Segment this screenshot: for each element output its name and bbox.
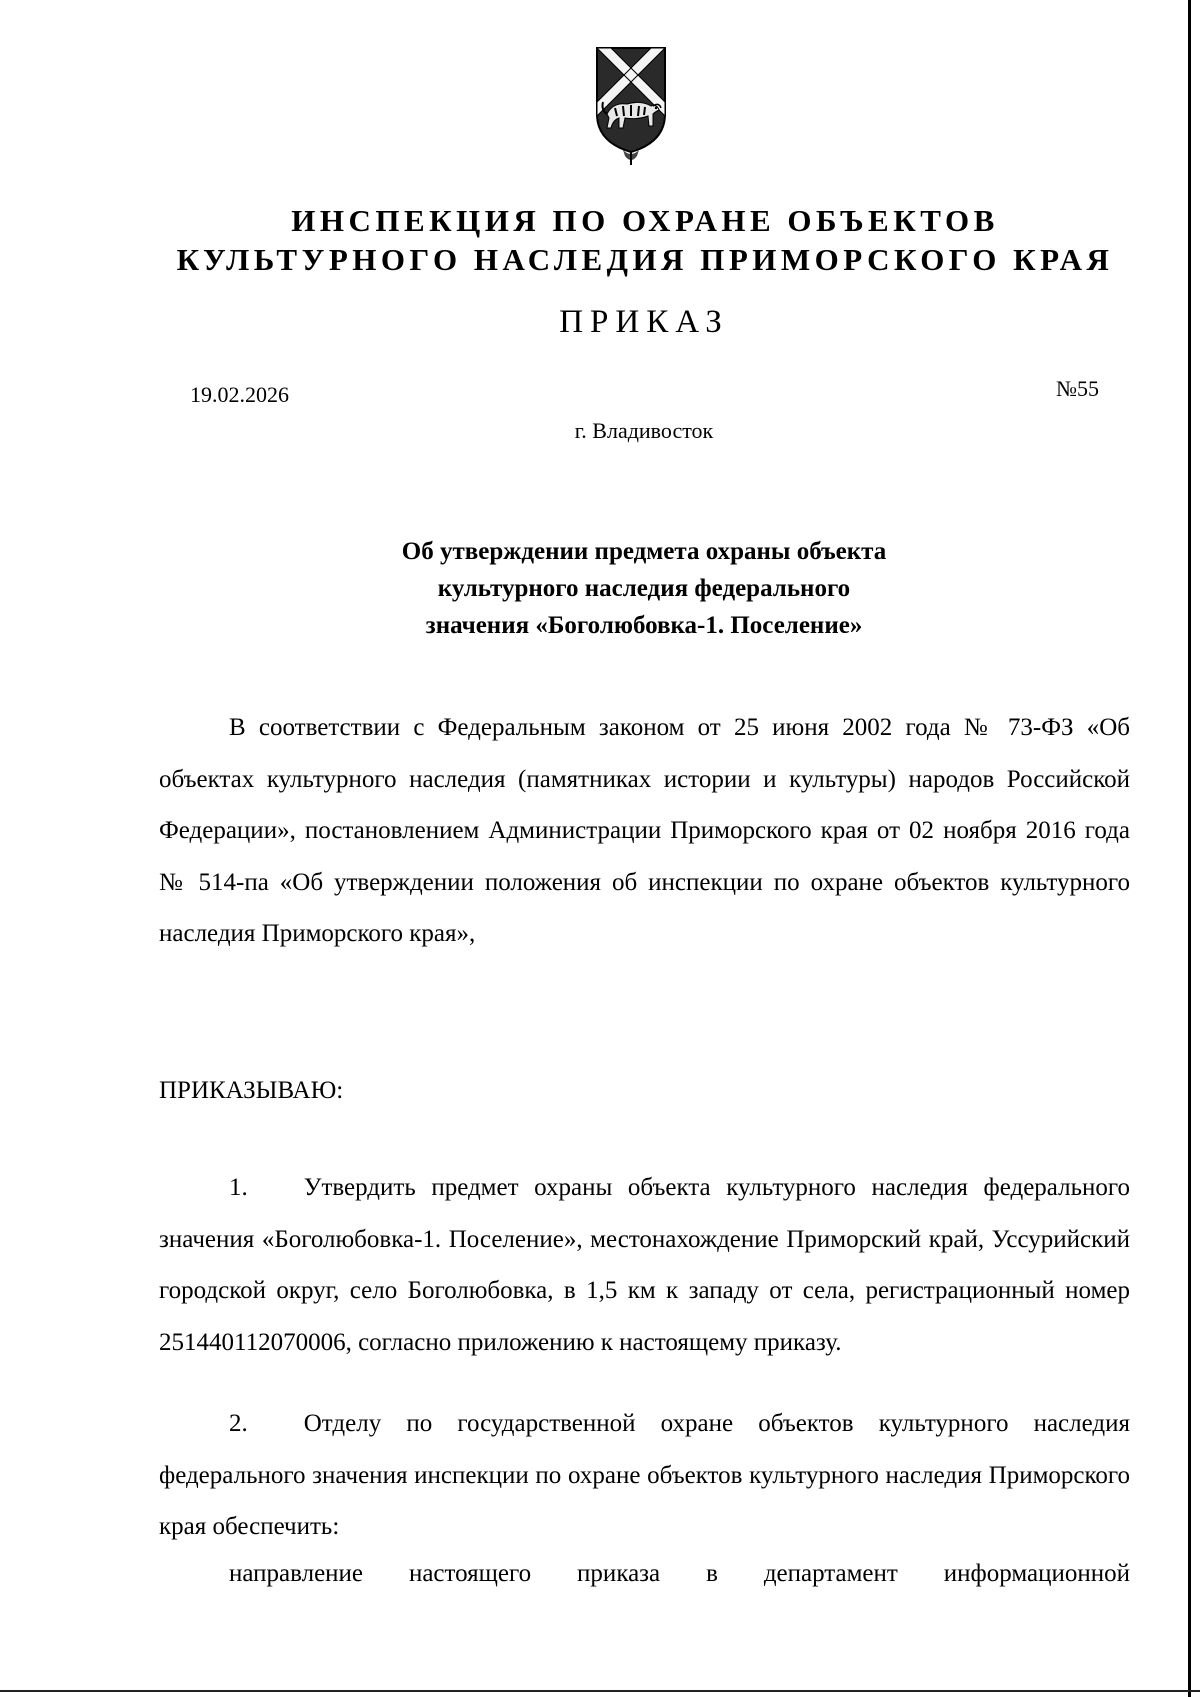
order-sub-item: направление настоящего приказа в департамент информационной <box>229 1560 1130 1587</box>
order-item-number: 2. <box>229 1410 248 1437</box>
scan-edge-right <box>1188 0 1191 1697</box>
document-subject <box>300 533 988 644</box>
document-number: №55 <box>1056 376 1099 401</box>
subject-line-3: значения «Боголюбовка-1. Поселение» <box>425 612 863 639</box>
order-item-number: 1. <box>229 1174 248 1201</box>
document-type: ПРИКАЗ <box>559 304 729 340</box>
order-item-text: Утвердить предмет охраны объекта культурного наследия федерального значения «Боголюбовка-1. Поселение», местонахождение Приморский край, Уссурийский городской округ, село Боголюбовка, в 1,5 км к западу от села, регистрационный номер 251440112070006, согласно приложению к настоящему приказу. <box>159 1174 1130 1356</box>
document-city: г. Владивосток <box>574 418 714 443</box>
preamble-paragraph: В соответствии с Федеральным законом от 25 июня 2002 года № 73-ФЗ «Об объектах культурного наследия (памятниках истории и культуры) народов Российской Федерации», постановлением Администрации Приморского края от 02 ноября 2016 года № 514-па «Об утверждении положения об инспекции по охране объектов культурного наследия Приморского края», <box>159 714 1130 947</box>
subject-line-1: Об утверждении предмета охраны объекта <box>401 538 887 565</box>
order-item-2 <box>159 1398 1130 1553</box>
coat-of-arms-icon <box>593 44 669 166</box>
order-item-text: Отделу по государственной охране объектов культурного наследия федерального значения инспекции по охране объектов культурного наследия Приморского края обеспечить: <box>159 1410 1130 1540</box>
order-heading: ПРИКАЗЫВАЮ: <box>159 1077 344 1104</box>
scan-edge-bottom <box>0 1690 1200 1692</box>
document-date: 19.02.2026 <box>190 382 289 407</box>
org-name-line-1: ИНСПЕКЦИЯ ПО ОХРАНЕ ОБЪЕКТОВ <box>291 203 999 238</box>
subject-line-2: культурного наследия федерального <box>437 575 851 602</box>
org-name-line-2: КУЛЬТУРНОГО НАСЛЕДИЯ ПРИМОРСКОГО КРАЯ <box>176 242 1114 277</box>
order-item-1 <box>159 1162 1130 1368</box>
